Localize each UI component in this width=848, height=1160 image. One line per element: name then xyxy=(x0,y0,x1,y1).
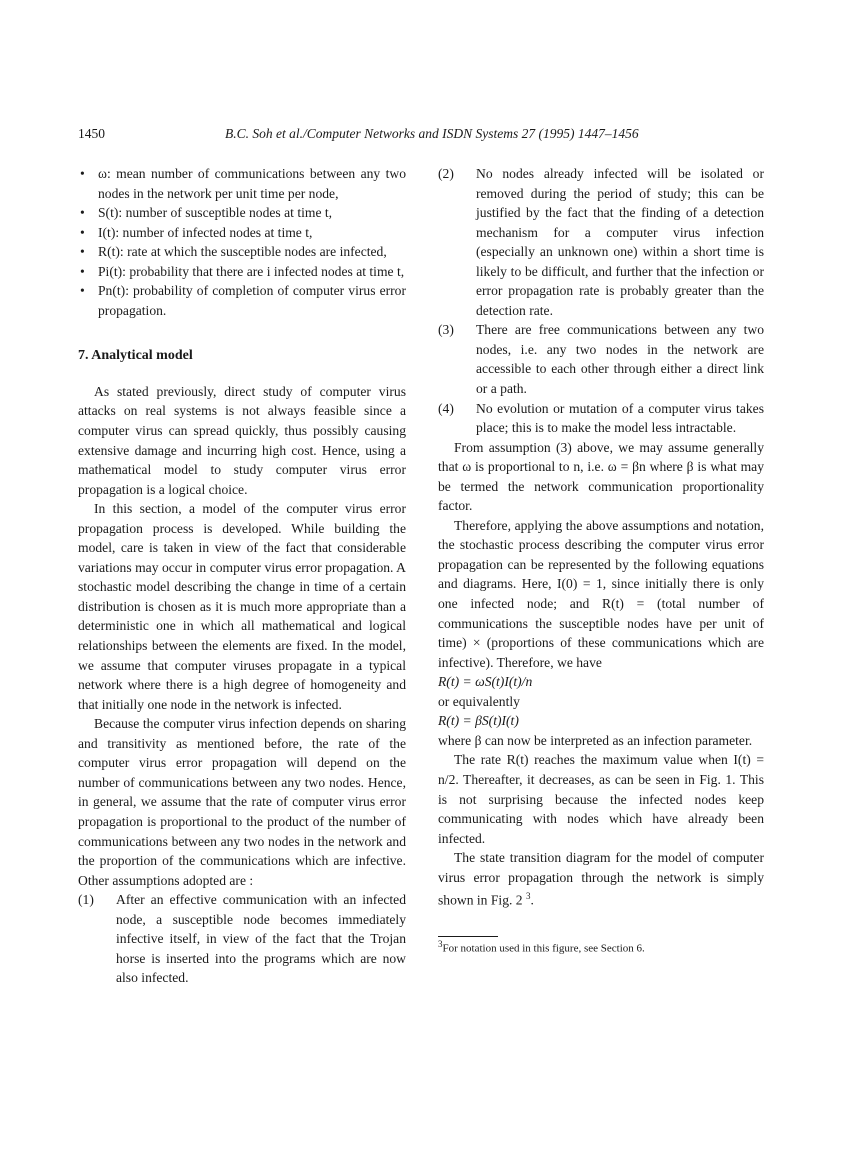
equation: R(t) = ωS(t)I(t)/n xyxy=(438,674,533,690)
bullet-icon: • xyxy=(80,166,85,181)
paragraph: The rate R(t) reaches the maximum value when I(t) = n/2. Thereafter, it decreases, as can be seen in Fig. 1. This is not surprising because the infected nodes keep communicating with nodes which have already been infected. xyxy=(438,752,764,846)
footnote: $^3$For notation used in this figure, see Section 6. xyxy=(438,939,645,955)
footnote-mark: 3 xyxy=(438,939,443,950)
left-column xyxy=(78,164,406,988)
bullet-icon: • xyxy=(80,244,85,260)
bullet-icon: • xyxy=(80,283,85,299)
assumption-list xyxy=(78,890,406,988)
notation-item: • I(t): number of infected nodes at time t, xyxy=(78,223,406,243)
assumption-item: (3) There are free communications between any two nodes, i.e. any two nodes in the network are accessible to each other through either a direct link or a path. xyxy=(438,322,764,397)
footnote-ref[interactable]: 3 xyxy=(526,891,531,902)
bullet-icon: • xyxy=(80,205,85,221)
notation-list xyxy=(78,164,406,320)
notation-item: • Pn(t): probability of completion of computer virus error propagation. xyxy=(80,283,406,318)
assumption-item: (2) No nodes already infected will be isolated or removed during the period of study; this can be justified by the fact that the finding of a detection mechanism for a computer virus infection (especially an unknown one) within a short time is likely to be difficult, and further that the infection or error propagation rate is probably greater than the detection rate. xyxy=(438,166,764,318)
paragraph: where β can now be interpreted as an infection parameter. xyxy=(438,732,753,748)
assumption-item: (4) No evolution or mutation of a computer virus takes place; this is to make the model less intractable. xyxy=(438,400,764,436)
paragraph: In this section, a model of the computer virus error propagation process is developed. While building the model, care is taken in view of the fact that considerable variations may occur in computer virus error propagation. A stochastic model describing the change in time of a certain distribution is chosen as it is much more appropriate than a deterministic one in which all mathematical and logical relationships between the elements are fixed. In the model, we assume that computer viruses propagate in a typical network where there is a high degree of homogeneity and that initially one node in the network is infected. xyxy=(78,501,406,712)
page-number: 1450 xyxy=(78,126,105,141)
paragraph: Because the computer virus infection depends on sharing and transitivity as mentioned before, the rate of the computer virus error propagation will depend on the number of communications between any two nodes. Hence, in general, we assume that the rate of computer virus error propagation is proportional to the product of the number of communications between any two nodes in the network and the proportion of the communications which are infective. Other assumptions adopted are : xyxy=(78,716,406,888)
bullet-icon: • xyxy=(80,263,85,279)
bullet-icon: • xyxy=(80,224,85,240)
paragraph: As stated previously, direct study of computer virus attacks on real systems is not always feasible since a computer virus can spread quickly, thus possibly causing extensive damage and incurring high cost. Hence, using a mathematical model to study computer virus error propagation is a logical choice. xyxy=(78,383,406,497)
notation-item: • ω: mean number of communications between any two nodes in the network per unit time per node, xyxy=(80,166,406,201)
running-head: B.C. Soh et al./Computer Networks and ISDN Systems 27 (1995) 1447–1456 xyxy=(225,126,639,141)
assumption-item: (1) After an effective communication with an infected node, a susceptible node becomes immediately infective itself, in view of the fact that the Trojan horse is inserted into the programs which are now also infected. xyxy=(78,892,406,986)
notation-item: • R(t): rate at which the susceptible nodes are infected, xyxy=(78,242,406,262)
paragraph: The state transition diagram for the model of computer virus error propagation through the network is simply shown in Fig. 2 $^3$. xyxy=(438,850,764,908)
paragraph: From assumption (3) above, we may assume generally that ω is proportional to n, i.e. ω = βn where β is what may be termed the network communication proportionality factor. xyxy=(438,439,764,514)
assumption-list xyxy=(438,164,764,438)
right-column xyxy=(438,164,764,957)
paragraph: or equivalently xyxy=(438,693,520,709)
section-heading: 7. Analytical model xyxy=(78,348,193,364)
notation-item: • S(t): number of susceptible nodes at time t, xyxy=(78,203,406,223)
notation-item: • Pi(t): probability that there are i infected nodes at time t, xyxy=(78,262,406,282)
paragraph: Therefore, applying the above assumptions and notation, the stochastic process describing the computer virus error propagation can be represented by the following equations and diagrams. Here, I(0) = 1, since initially there is only one infected node; and R(t) = (total number of communications the susceptible nodes have per unit of time) × (proportions of these communications which are infective). Therefore, we have xyxy=(438,517,764,670)
equation: R(t) = βS(t)I(t) xyxy=(438,713,519,729)
